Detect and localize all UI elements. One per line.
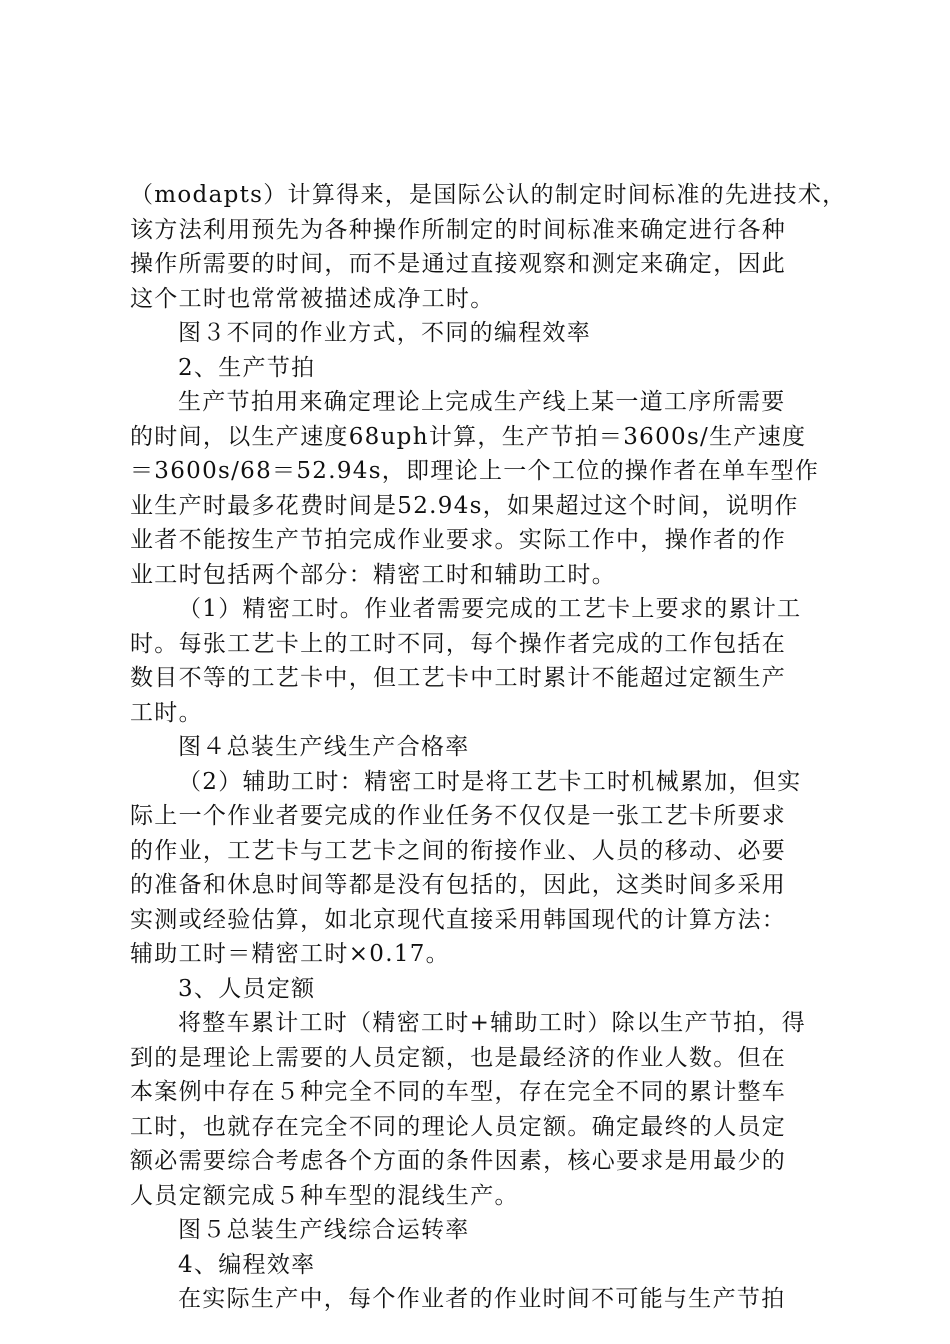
text-line: 的准备和休息时间等都是没有包括的，因此，这类时间多采用 bbox=[130, 872, 787, 898]
text-line: 人员定额完成５种车型的混线生产。 bbox=[130, 1182, 519, 1209]
text-line: 业工时包括两个部分：精密工时和辅助工时。 bbox=[130, 561, 616, 588]
text-line: 图３不同的作业方式，不同的编程效率 bbox=[178, 320, 592, 346]
text-line: 业者不能按生产节拍完成作业要求。实际工作中，操作者的作 bbox=[130, 527, 787, 553]
text-line: 工时，也就存在完全不同的理论人员定额。确定最终的人员定 bbox=[130, 1113, 787, 1140]
text-line: 本案例中存在５种完全不同的车型，存在完全不同的累计整车 bbox=[130, 1079, 787, 1105]
text-line: 的作业，工艺卡与工艺卡之间的衔接作业、人员的移动、必要 bbox=[130, 837, 787, 864]
text-line: 到的是理论上需要的人员定额，也是最经济的作业人数。但在 bbox=[130, 1044, 787, 1071]
text-line: 操作所需要的时间，而不是通过直接观察和测定来确定，因此 bbox=[130, 251, 787, 277]
text-line: 这个工时也常常被描述成净工时。 bbox=[130, 285, 495, 312]
text-line: 4、编程效率 bbox=[178, 1251, 316, 1278]
text-line: （1）精密工时。作业者需要完成的工艺卡上要求的累计工 bbox=[178, 596, 802, 622]
text-line: 业生产时最多花费时间是52.94s，如果超过这个时间，说明作 bbox=[130, 492, 799, 519]
text-line: 辅助工时＝精密工时×0.17。 bbox=[130, 941, 450, 967]
text-line: 额必需要综合考虑各个方面的条件因素，核心要求是用最少的 bbox=[130, 1148, 787, 1174]
text-line: 在实际生产中，每个作业者的作业时间不可能与生产节拍 bbox=[178, 1286, 786, 1312]
text-line: 数目不等的工艺卡中，但工艺卡中工时累计不能超过定额生产 bbox=[130, 665, 787, 691]
text-line: 生产节拍用来确定理论上完成生产线上某一道工序所需要 bbox=[178, 389, 786, 415]
text-line: 将整车累计工时（精密工时+辅助工时）除以生产节拍，得 bbox=[178, 1010, 807, 1036]
text-line: 实测或经验估算，如北京现代直接采用韩国现代的计算方法： bbox=[130, 906, 787, 933]
text-line: （2）辅助工时：精密工时是将工艺卡工时机械累加，但实 bbox=[178, 768, 802, 795]
text-line: ＝3600s/68＝52.94s，即理论上一个工位的操作者在单车型作 bbox=[130, 458, 820, 484]
text-line: 3、人员定额 bbox=[178, 975, 316, 1002]
text-line: 图４总装生产线生产合格率 bbox=[178, 734, 470, 760]
text-line: 时。每张工艺卡上的工时不同，每个操作者完成的工作包括在 bbox=[130, 630, 787, 657]
text-line: 2、生产节拍 bbox=[178, 354, 316, 381]
text-line: 际上一个作业者要完成的作业任务不仅仅是一张工艺卡所要求 bbox=[130, 803, 787, 829]
text-line: 该方法利用预先为各种操作所制定的时间标准来确定进行各种 bbox=[130, 216, 787, 243]
text-line: 图５总装生产线综合运转率 bbox=[178, 1217, 470, 1243]
text-line: 的时间，以生产速度68uph计算，生产节拍＝3600s/生产速度 bbox=[130, 423, 807, 450]
text-line: （modapts）计算得来，是国际公认的制定时间标准的先进技术， bbox=[130, 182, 847, 208]
document-body bbox=[130, 178, 847, 1317]
text-line: 工时。 bbox=[130, 699, 203, 726]
